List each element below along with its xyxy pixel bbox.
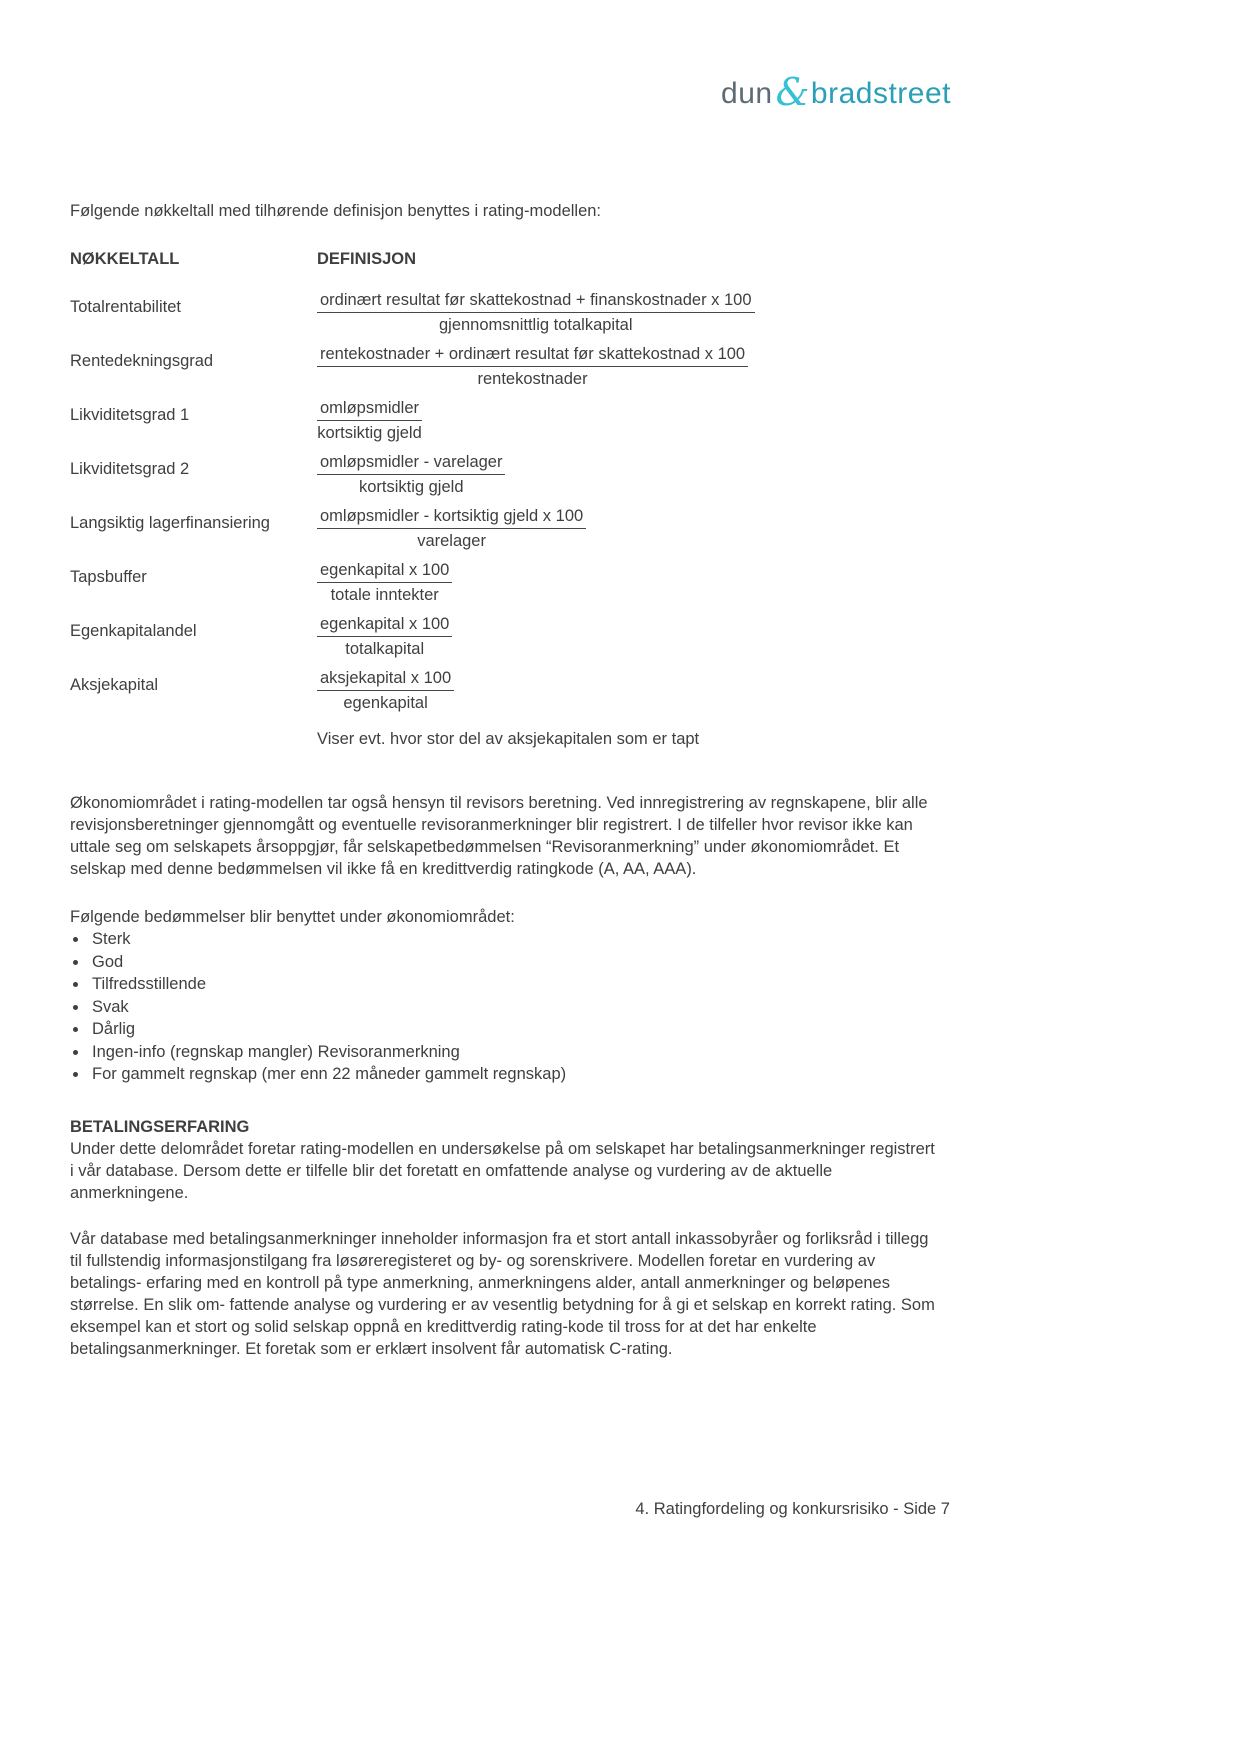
fraction-numerator: egenkapital x 100 bbox=[317, 560, 452, 583]
empty-label bbox=[70, 728, 317, 734]
table-row bbox=[70, 668, 942, 714]
intro-text: Følgende nøkkeltall med tilhørende definisjon benyttes i rating-modellen: bbox=[70, 202, 602, 220]
fraction-denominator: egenkapital bbox=[343, 694, 428, 712]
fraction-numerator: omløpsmidler bbox=[317, 398, 422, 421]
fraction-denominator: gjennomsnittlig totalkapital bbox=[438, 316, 633, 334]
fraction bbox=[317, 452, 505, 497]
fraction-denominator: varelager bbox=[417, 532, 486, 550]
ratio-label: Aksjekapital bbox=[70, 676, 159, 694]
fraction-denominator: rentekostnader bbox=[477, 370, 588, 388]
judgement-item: • God bbox=[89, 951, 942, 974]
ratio-definition bbox=[317, 506, 942, 552]
fraction bbox=[317, 560, 452, 605]
aksjekapital-note: Viser evt. hvor stor del av aksjekapitalen som er tapt bbox=[317, 730, 700, 748]
ratio-definition bbox=[317, 560, 942, 606]
judgement-item: • Svak bbox=[89, 996, 942, 1019]
table-row bbox=[70, 560, 942, 606]
judgement-list-intro: Følgende bedømmelser blir benyttet under økonomiområdet: bbox=[70, 908, 515, 926]
ratio-definition bbox=[317, 668, 942, 714]
table-note-row bbox=[70, 728, 942, 750]
fraction bbox=[317, 506, 586, 551]
table-row bbox=[70, 506, 942, 552]
ratio-label: Egenkapitalandel bbox=[70, 622, 197, 640]
table-row bbox=[70, 614, 942, 660]
fraction-denominator: kortsiktig gjeld bbox=[317, 424, 422, 442]
key-figures-table bbox=[70, 248, 942, 750]
judgement-item: • Dårlig bbox=[89, 1018, 942, 1041]
ratio-definition bbox=[317, 344, 942, 390]
fraction-numerator: egenkapital x 100 bbox=[317, 614, 452, 637]
page-footer: 4. Ratingfordeling og konkursrisiko - Side 7 bbox=[635, 1500, 950, 1518]
column-header-nokkeltall: NØKKELTALL bbox=[70, 250, 180, 268]
paragraph-betalingserfaring-1: Under dette delområdet foretar rating-modellen en undersøkelse på om selskapet har betalingsanmerkninger registrert i vår database. Dersom dette er tilfelle blir det foretatt en omfattende analyse og vurdering av de aktuelle anmerkningene. bbox=[70, 1139, 935, 1202]
logo-ampersand-icon: & bbox=[775, 70, 810, 114]
column-header-definisjon: DEFINISJON bbox=[317, 250, 417, 268]
table-row bbox=[70, 452, 942, 498]
ratio-definition bbox=[317, 614, 942, 660]
judgement-item: • Ingen-info (regnskap mangler) Revisoranmerkning bbox=[89, 1041, 942, 1064]
fraction-numerator: omløpsmidler - kortsiktig gjeld x 100 bbox=[317, 506, 586, 529]
fraction-numerator: omløpsmidler - varelager bbox=[317, 452, 505, 475]
fraction bbox=[317, 668, 454, 713]
logo-text-bradstreet: bradstreet bbox=[810, 77, 951, 110]
ratio-label: Likviditetsgrad 1 bbox=[70, 406, 190, 424]
ratio-label: Rentedekningsgrad bbox=[70, 352, 214, 370]
fraction-denominator: totalkapital bbox=[345, 640, 425, 658]
fraction bbox=[317, 398, 422, 443]
table-row bbox=[70, 290, 942, 336]
table-row bbox=[70, 398, 942, 444]
judgement-item: • Sterk bbox=[89, 928, 942, 951]
ratio-label: Langsiktig lagerfinansiering bbox=[70, 514, 270, 532]
fraction bbox=[317, 614, 452, 659]
judgement-item: • For gammelt regnskap (mer enn 22 måneder gammelt regnskap) bbox=[89, 1063, 942, 1086]
ratio-definition bbox=[317, 452, 942, 498]
fraction-numerator: rentekostnader + ordinært resultat før skattekostnad x 100 bbox=[317, 344, 748, 367]
judgement-list bbox=[70, 928, 942, 1086]
dun-bradstreet-logo bbox=[721, 70, 951, 114]
paragraph-okonomiomradet: Økonomiområdet i rating-modellen tar også hensyn til revisors beretning. Ved innregistrering av regnskapene, blir alle revisjonsberetninger gjennomgått og eventuelle revisoranmerkninger blir registrert. I de tilfeller hvor revisor ikke kan uttale seg om selskapets årsoppgjør, får selskapetbedømmelsen “Revisoranmerkning” under økonomiområdet. Et selskap med denne bedømmelsen vil ikke få en kredittverdig ratingkode (A, AA, AAA). bbox=[70, 794, 928, 878]
ratio-definition bbox=[317, 398, 942, 444]
judgement-item: • Tilfredsstillende bbox=[89, 973, 942, 996]
ratio-label: Totalrentabilitet bbox=[70, 298, 181, 316]
fraction-denominator: kortsiktig gjeld bbox=[358, 478, 464, 496]
ratio-label: Likviditetsgrad 2 bbox=[70, 460, 190, 478]
ratio-definition bbox=[317, 290, 942, 336]
section-heading-betalingserfaring: BETALINGSERFARING bbox=[70, 1117, 250, 1136]
paragraph-betalingserfaring-2: Vår database med betalingsanmerkninger inneholder informasjon fra et stort antall inkassobyråer og forliksråd i tillegg til fullstendig informasjonstilgang fra løsøreregisteret og by- og sorenskrivere. Modellen foretar en vurdering av betalings- erfaring med en kontroll på type anmerkning, anmerkningens alder, antall anmerkninger og beløpenes størrelse. En slik om- fattende analyse og vurdering er av vesentlig betydning for å gi et selskap en korrekt rating. Som eksempel kan et stort og solid selskap oppnå en kredittverdig rating-kode til tross for at det har enkelte betalingsanmerkninger. Et foretak som er erklært insolvent får automatisk C-rating. bbox=[70, 1229, 935, 1358]
fraction-numerator: ordinært resultat før skattekostnad + finanskostnader x 100 bbox=[317, 290, 755, 313]
fraction-denominator: totale inntekter bbox=[330, 586, 439, 604]
ratio-label: Tapsbuffer bbox=[70, 568, 147, 586]
logo-text-dun: dun bbox=[721, 77, 773, 110]
table-header-row bbox=[70, 248, 942, 270]
fraction bbox=[317, 290, 755, 335]
fraction-numerator: aksjekapital x 100 bbox=[317, 668, 454, 691]
document-content bbox=[70, 200, 942, 1386]
table-row bbox=[70, 344, 942, 390]
fraction bbox=[317, 344, 748, 389]
